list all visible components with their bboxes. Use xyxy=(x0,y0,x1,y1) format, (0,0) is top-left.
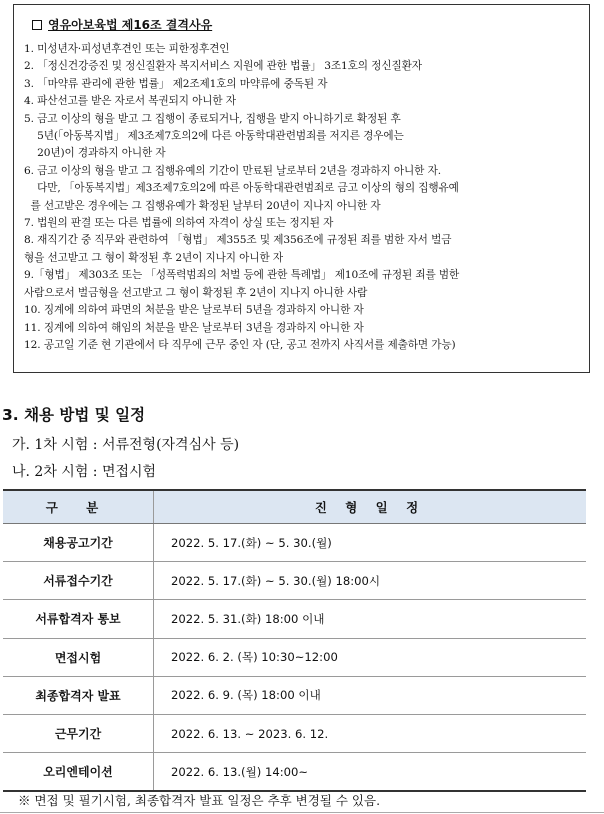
row-label: 오리엔테이션 xyxy=(3,753,154,792)
section-title: 3. 채용 방법 및 일정 xyxy=(2,406,146,424)
table-row xyxy=(3,638,586,676)
table-row xyxy=(3,600,586,638)
list-item: 9.「형법」 제303조 또는 「성폭력범죄의 처벌 등에 관한 특례법」 제10조에 규정된 죄를 범한 xyxy=(24,269,460,282)
list-item: 2. 「정신건강증진 및 정신질환자 복지서비스 지원에 관한 법률」 3조1호의 정신질환자 xyxy=(24,60,422,73)
list-item: 사람으로서 벌금형을 선고받고 그 형이 확정된 후 2년이 지나지 아니한 사람 xyxy=(24,286,368,299)
list-item: 7. 법원의 판결 또는 다른 법률에 의하여 자격이 상실 또는 정지된 자 xyxy=(24,217,334,230)
row-value: 2022. 5. 17.(화) ~ 5. 30.(월) 18:00시 xyxy=(154,562,587,600)
schedule-table xyxy=(3,489,586,792)
second-exam-line: 나. 2차 시험 : 면접시험 xyxy=(12,464,157,480)
table-header-row xyxy=(3,490,586,524)
row-value: 2022. 6. 2. (목) 10:30~12:00 xyxy=(154,638,587,676)
schedule-note: ※ 면접 및 필기시험, 최종합격자 발표 일정은 추후 변경될 수 있음. xyxy=(18,793,381,808)
box-title xyxy=(32,16,212,33)
disqualification-list xyxy=(24,41,584,354)
list-item: 5. 금고 이상의 형을 받고 그 집행이 종료되거나, 집행을 받지 아니하기로 확정된 후 xyxy=(24,112,401,125)
row-label: 서류합격자 통보 xyxy=(3,600,154,638)
page-divider xyxy=(0,812,604,813)
row-label: 서류접수기간 xyxy=(3,562,154,600)
table-row xyxy=(3,714,586,752)
row-value: 2022. 6. 9. (목) 18:00 이내 xyxy=(154,676,587,714)
first-exam-line: 가. 1차 시험 : 서류전형(자격심사 등) xyxy=(12,437,240,453)
box-title-text: 영유아보육법 제16조 결격사유 xyxy=(48,18,213,32)
row-value: 2022. 6. 13. ~ 2023. 6. 12. xyxy=(154,714,587,752)
list-item: 10. 징계에 의하여 파면의 처분을 받은 날로부터 5년을 경과하지 아니한 자 xyxy=(24,304,364,317)
list-item: 다만, 「아동복지법」제3조제7호의2에 따른 아동학대관련범죄로 금고 이상의 형의 집행유예 xyxy=(24,182,459,195)
list-item: 12. 공고일 기준 현 기관에서 타 직무에 근무 중인 자 (단, 공고 전까지 사직서를 제출하면 가능) xyxy=(24,338,456,351)
table-row xyxy=(3,562,586,600)
header-schedule: 진 형 일 정 xyxy=(154,490,587,524)
row-value: 2022. 6. 13.(월) 14:00~ xyxy=(154,753,587,792)
list-item: 5년(「아동복지법」 제3조제7호의2에 다른 아동학대관련범죄를 저지른 경우에는 xyxy=(24,130,404,143)
disqualification-box xyxy=(13,4,590,373)
table-row xyxy=(3,676,586,714)
table-row xyxy=(3,524,586,562)
list-item: 4. 파산선고를 받은 자로서 복권되지 아니한 자 xyxy=(24,95,236,108)
table-row xyxy=(3,753,586,792)
row-label: 채용공고기간 xyxy=(3,524,154,562)
header-category: 구 분 xyxy=(3,490,154,524)
list-item: 6. 금고 이상의 형을 받고 그 집행유예의 기간이 만료된 날로부터 2년을 경과하지 아니한 자. xyxy=(24,164,441,177)
row-label: 최종합격자 발표 xyxy=(3,676,154,714)
checkbox-square-icon xyxy=(32,20,42,30)
row-value: 2022. 5. 17.(화) ~ 5. 30.(월) xyxy=(154,524,587,562)
list-item: 11. 징계에 의하여 해임의 처분을 받은 날로부터 3년을 경과하지 아니한 자 xyxy=(24,321,364,334)
row-value: 2022. 5. 31.(화) 18:00 이내 xyxy=(154,600,587,638)
list-item: 형을 선고받고 그 형이 확정된 후 2년이 지나지 아니한 자 xyxy=(24,251,283,264)
list-item: 를 선고받은 경우에는 그 집행유예가 확정된 날부터 20년이 지나지 아니한 자 xyxy=(24,199,381,212)
row-label: 근무기간 xyxy=(3,714,154,752)
list-item: 8. 재직기간 중 직무와 관련하여 「형법」 제355조 및 제356조에 규정된 죄를 범한 자서 벌금 xyxy=(24,234,452,247)
row-label: 면접시험 xyxy=(3,638,154,676)
list-item: 1. 미성년자·피성년후견인 또는 피한정후견인 xyxy=(24,43,230,55)
list-item: 3. 「마약류 관리에 관한 법률」 제2조제1호의 마약류에 중독된 자 xyxy=(24,77,328,90)
list-item: 20년)이 경과하지 아니한 자 xyxy=(24,147,166,160)
